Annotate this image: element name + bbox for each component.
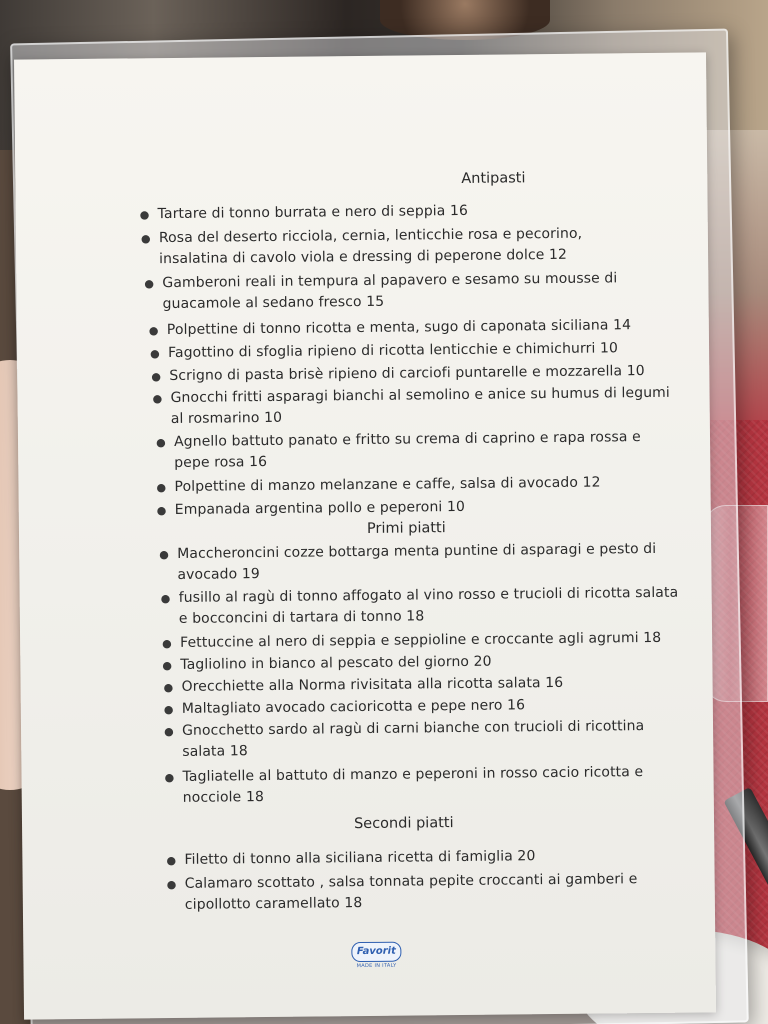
list-item: ● Fettuccine al nero di seppia e seppioline e croccante agli agrumi 18: [180, 628, 661, 654]
list-item: ● Tagliatelle al battuto di manzo e peperoni in rosso cacio ricotta e nocciole 18: [164, 764, 644, 806]
list-item: ● Empanada argentina pollo e peperoni 10: [175, 497, 465, 521]
bullet-icon: ●: [151, 370, 162, 384]
list-item: ● Agnello battuto panato e fritto su crema di caprino e rapa rossa e pepe rosa 16: [155, 429, 641, 471]
bullet-icon: ●: [166, 877, 177, 892]
list-item: ● Maltagliato avocado cacioricotta e pepe nero 16: [182, 695, 526, 720]
bullet-icon: ●: [163, 680, 174, 695]
bullet-icon: ●: [163, 724, 174, 739]
bullet-icon: ●: [150, 347, 160, 361]
bullet-icon: ●: [156, 481, 167, 495]
bullet-icon: ●: [162, 637, 172, 651]
menu-content: [14, 52, 716, 1019]
bullet-icon: ●: [140, 232, 151, 246]
section-title-primi-piatti: Primi piatti: [366, 520, 446, 537]
bullet-icon: ●: [162, 659, 173, 673]
list-item: ● Calamaro scottato , salsa tonnata pepite croccanti ai gamberi e cipollotto caramellato 18: [166, 871, 638, 913]
section-title-antipasti: Antipasti: [461, 170, 526, 187]
bullet-icon: ●: [159, 548, 169, 562]
list-item: ● Gnocchi fritti asparagi bianchi al semolino e anice su humus di legumi al rosmarino 10: [152, 384, 670, 428]
list-item: ● Filetto di tonno alla siciliana ricetta di famiglia 20: [184, 846, 535, 871]
list-item: ● Gamberoni reali in tempura al papavero e sesamo su mousse di guacamole al sedano fresco 15: [144, 270, 618, 313]
bullet-icon: ●: [148, 324, 159, 338]
bullet-icon: ●: [166, 853, 177, 868]
bullet-icon: ●: [144, 277, 155, 291]
bullet-icon: ●: [139, 208, 150, 222]
bullet-icon: ●: [163, 702, 174, 717]
list-item: ● Tartare di tonno burrata e nero di seppia 16: [158, 201, 469, 225]
list-item: ● Polpettine di tonno ricotta e menta, sugo di caponata siciliana 14: [167, 315, 631, 341]
list-item: ● Tagliolino in bianco al pescato del giorno 20: [180, 652, 491, 676]
list-item: ● Polpettine di manzo melanzane e caffe, salsa di avocado 12: [174, 473, 600, 498]
list-item: ● Gnocchetto sardo al ragù di carni bianche con trucioli di ricottina salata 18: [163, 718, 645, 760]
bullet-icon: ●: [160, 592, 171, 606]
list-item: ● fusillo al ragù di tonno affogato al vino rosso e trucioli di ricotta salata e bocconcini di tartara di tonno 18: [160, 584, 679, 627]
list-item: ● Rosa del deserto ricciola, cernia, lenticchie rosa e pecorino, insalatina di cavolo viola e dressing di peperone dolce 12: [140, 225, 583, 268]
bullet-icon: ●: [152, 392, 163, 406]
favorit-logo: Favorit MADE IN ITALY: [350, 942, 402, 971]
list-item: ● Orecchiette alla Norma rivisitata alla ricotta salata 16: [181, 673, 563, 698]
list-item: ● Scrigno di pasta brisè ripieno di carciofi puntarelle e mozzarella 10: [169, 361, 645, 387]
list-item: ● Fagottino di sfoglia ripieno di ricotta lenticchie e chimichurri 10: [168, 338, 618, 364]
bullet-icon: ●: [156, 504, 167, 518]
bullet-icon: ●: [155, 436, 166, 450]
menu-paper: [14, 52, 716, 1019]
section-title-secondi-piatti: Secondi piatti: [353, 815, 454, 833]
list-item: ● Maccheroncini cozze bottarga menta puntine di asparagi e pesto di avocado 19: [159, 540, 657, 583]
bullet-icon: ●: [164, 770, 175, 785]
